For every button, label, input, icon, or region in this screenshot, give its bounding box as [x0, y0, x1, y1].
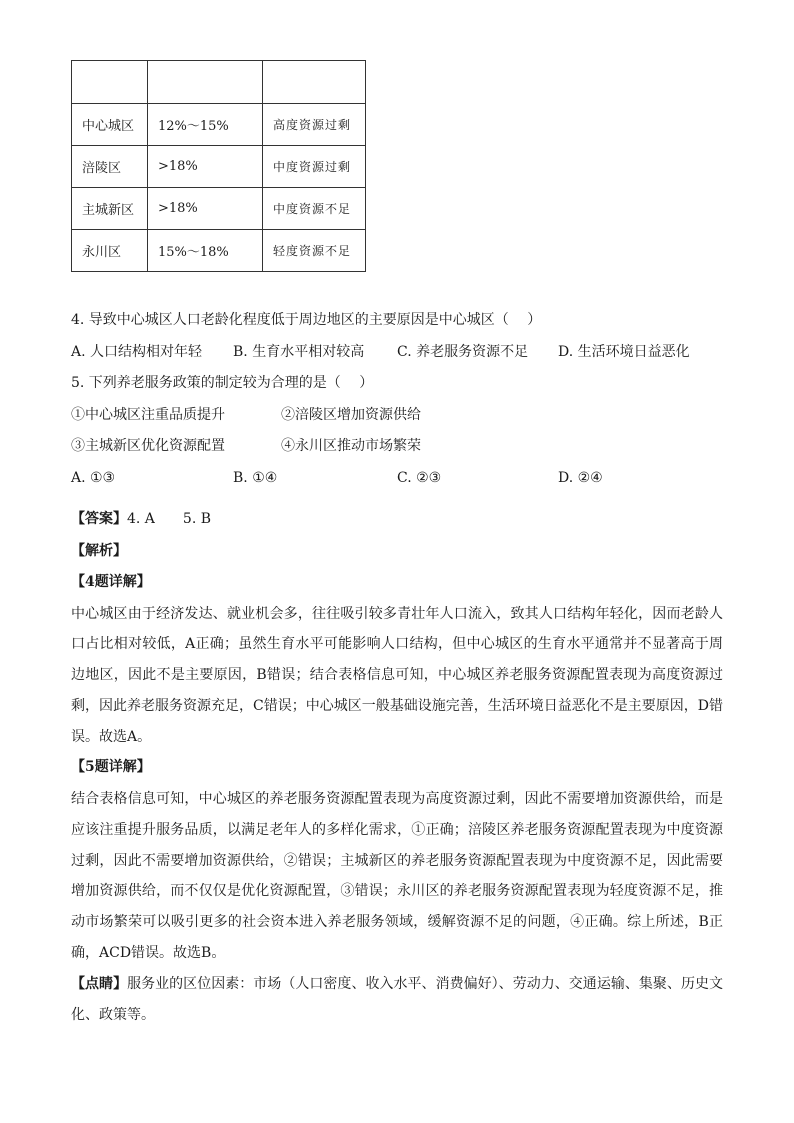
table-header-row — [72, 61, 366, 104]
q5-option-a: A. ①③ — [71, 469, 116, 486]
tip-text: 服务业的区位因素：市场（人口密度、收入水平、消费偏好）、劳动力、交通运输、集聚、历史文化、政策等。 — [71, 975, 724, 1023]
detail-5-text: 结合表格信息可知，中心城区的养老服务资源配置表现为高度资源过剩，因此不需要增加资源供给，而是应该注重提升服务品质，以满足老年人的多样化需求，①正确；涪陵区养老服务资源配置表现为中度资源过剩，因此不需要增加资源供给，②错误；主城新区的养老服务资源配置表现为中度资源不足，因此需要增加资源供给，而不仅仅是优化资源配置，③错误；永川区的养老服务资源配置表现为轻度资源不足，推动市场繁荣可以吸引更多的社会资本进入养老服务领域，缓解资源不足的问题，④正确。综上所述，B正确，ACD错误。故选B。 — [71, 790, 723, 961]
tip-paragraph — [71, 969, 723, 1031]
table-header-cell — [148, 61, 263, 104]
table-row — [72, 146, 366, 188]
q4-stem: 4. 导致中心城区人口老龄化程度低于周边地区的主要原因是中心城区（ ） — [71, 312, 542, 328]
q4-option-c: C. 养老服务资源不足 — [397, 343, 529, 360]
detail-4-label: 【4题详解】 — [71, 574, 151, 590]
resource-table — [71, 60, 366, 272]
q5-item-1: ①中心城区注重品质提升 — [71, 406, 225, 423]
q5-stem: 5. 下列养老服务政策的制定较为合理的是（ ） — [71, 375, 374, 391]
table-header-cell — [72, 61, 148, 104]
q5-item-3: ③主城新区优化资源配置 — [71, 438, 225, 454]
table-cell-ratio: >18% — [148, 188, 263, 230]
q5-item-2: ②涪陵区增加资源供给 — [281, 406, 421, 423]
table-cell-district: 永川区 — [72, 230, 148, 272]
table-cell-district: 主城新区 — [72, 188, 148, 230]
q4-option-a: A. 人口结构相对年轻 — [71, 343, 203, 360]
table-row — [72, 230, 366, 272]
table-cell-status: 中度资源不足 — [263, 188, 366, 230]
q5-option-c: C. ②③ — [397, 469, 442, 486]
table-cell-district: 涪陵区 — [72, 146, 148, 188]
answer-value: 4. A 5. B — [127, 511, 212, 527]
table-cell-ratio: 12%～15% — [148, 104, 263, 146]
q4-option-d: D. 生活环境日益恶化 — [558, 343, 690, 360]
table-row — [72, 188, 366, 230]
q5-option-b: B. ①④ — [233, 469, 278, 486]
q4-option-b: B. 生育水平相对较高 — [233, 343, 365, 360]
q5-items-row-1 — [71, 400, 723, 432]
table-cell-status: 高度资源过剩 — [263, 104, 366, 146]
table-cell-status: 中度资源过剩 — [263, 146, 366, 188]
q4-options — [71, 337, 723, 369]
q5-option-d: D. ②④ — [558, 469, 603, 486]
answer-label: 【答案】 — [71, 511, 127, 527]
answer-line — [71, 504, 723, 536]
detail-4-text: 中心城区由于经济发达、就业机会多，往往吸引较多青壮年人口流入，致其人口结构年轻化，因而老龄人口占比相对较低，A正确；虽然生育水平可能影响人口结构，但中心城区的生育水平通常并不显著高于周边地区，因此不是主要原因，B错误；结合表格信息可知，中心城区养老服务资源配置表现为高度资源过剩，因此养老服务资源充足，C错误；中心城区一般基础设施完善，生活环境日益恶化不是主要原因，D错误。故选A。 — [71, 605, 723, 745]
table-row — [72, 104, 366, 146]
tip-label: 【点睛】 — [71, 975, 128, 992]
table-cell-ratio: >18% — [148, 146, 263, 188]
table-header-cell — [263, 61, 366, 104]
table-cell-district: 中心城区 — [72, 104, 148, 146]
questions-block — [71, 305, 723, 494]
q5-options — [71, 463, 723, 495]
q5-item-4: ④永川区推动市场繁荣 — [281, 438, 421, 454]
answer-block — [71, 504, 723, 1030]
analysis-label: 【解析】 — [71, 542, 127, 559]
table-cell-ratio: 15%～18% — [148, 230, 263, 272]
table-cell-status: 轻度资源不足 — [263, 230, 366, 272]
detail-5-label: 【5题详解】 — [71, 759, 151, 776]
q5-items-row-2 — [71, 431, 723, 463]
